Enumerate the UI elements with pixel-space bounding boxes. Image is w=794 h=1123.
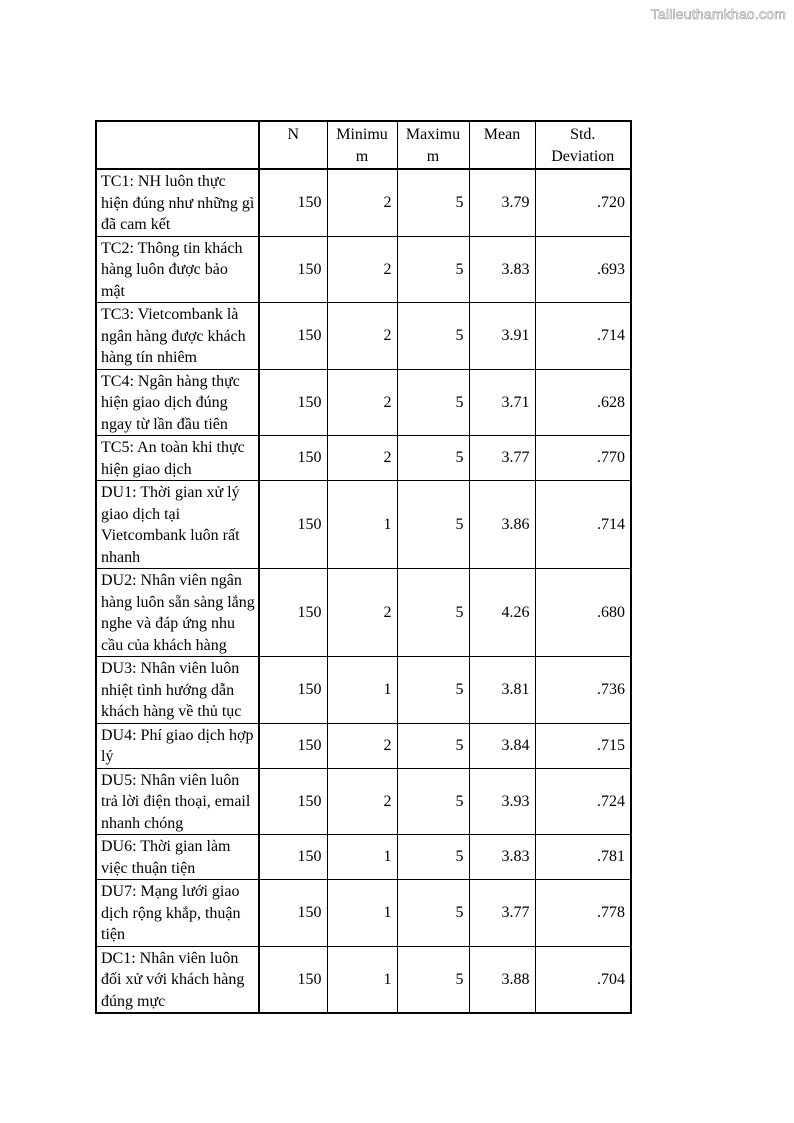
cell-maximum: 5: [397, 946, 469, 1013]
table-row: [96, 369, 631, 436]
cell-mean: 3.81: [469, 657, 535, 724]
cell-std-deviation: .720: [535, 169, 631, 236]
cell-mean: 3.71: [469, 369, 535, 436]
header-std-deviation: Std. Deviation: [535, 121, 631, 169]
cell-n: 150: [259, 169, 327, 236]
table-row: [96, 880, 631, 947]
row-label: TC1: NH luôn thực hiện đúng như những gì đã cam kết: [96, 169, 259, 236]
cell-n: 150: [259, 657, 327, 724]
table-row: [96, 657, 631, 724]
table-row: [96, 236, 631, 303]
row-label: DU1: Thời gian xử lý giao dịch tại Vietcombank luôn rất nhanh: [96, 481, 259, 569]
cell-maximum: 5: [397, 723, 469, 768]
cell-std-deviation: .778: [535, 880, 631, 947]
cell-mean: 3.77: [469, 436, 535, 481]
table-row: [96, 169, 631, 236]
header-maximum: Maximu m: [397, 121, 469, 169]
cell-std-deviation: .714: [535, 481, 631, 569]
cell-minimum: 2: [327, 369, 397, 436]
cell-n: 150: [259, 236, 327, 303]
cell-minimum: 1: [327, 481, 397, 569]
cell-mean: 3.91: [469, 303, 535, 370]
cell-minimum: 1: [327, 657, 397, 724]
cell-minimum: 1: [327, 880, 397, 947]
cell-mean: 3.79: [469, 169, 535, 236]
cell-mean: 3.93: [469, 768, 535, 835]
descriptive-statistics-table: [95, 120, 632, 1014]
row-label: DU3: Nhân viên luôn nhiệt tình hướng dẫn khách hàng về thủ tục: [96, 657, 259, 724]
cell-maximum: 5: [397, 657, 469, 724]
cell-n: 150: [259, 369, 327, 436]
header-minimum: Minimu m: [327, 121, 397, 169]
cell-std-deviation: .680: [535, 569, 631, 657]
cell-minimum: 1: [327, 835, 397, 880]
header-mean: Mean: [469, 121, 535, 169]
cell-maximum: 5: [397, 303, 469, 370]
table-body: [96, 169, 631, 1013]
row-label: TC5: An toàn khi thực hiện giao dịch: [96, 436, 259, 481]
table-row: [96, 569, 631, 657]
cell-maximum: 5: [397, 169, 469, 236]
cell-mean: 3.86: [469, 481, 535, 569]
cell-mean: 4.26: [469, 569, 535, 657]
cell-maximum: 5: [397, 880, 469, 947]
cell-std-deviation: .736: [535, 657, 631, 724]
cell-std-deviation: .770: [535, 436, 631, 481]
cell-std-deviation: .715: [535, 723, 631, 768]
table-row: [96, 835, 631, 880]
watermark-text: Tailieuthamkhao.com: [650, 6, 786, 22]
cell-n: 150: [259, 768, 327, 835]
cell-maximum: 5: [397, 236, 469, 303]
row-label: DU2: Nhân viên ngân hàng luôn sẵn sàng lắng nghe và đáp ứng nhu cầu của khách hàng: [96, 569, 259, 657]
cell-n: 150: [259, 880, 327, 947]
row-label: TC3: Vietcombank là ngân hàng được khách hàng tín nhiêm: [96, 303, 259, 370]
cell-n: 150: [259, 569, 327, 657]
cell-minimum: 1: [327, 946, 397, 1013]
cell-std-deviation: .693: [535, 236, 631, 303]
cell-n: 150: [259, 303, 327, 370]
cell-n: 150: [259, 436, 327, 481]
cell-minimum: 2: [327, 236, 397, 303]
cell-minimum: 2: [327, 569, 397, 657]
cell-maximum: 5: [397, 436, 469, 481]
row-label: DU6: Thời gian làm việc thuận tiện: [96, 835, 259, 880]
row-label: DU5: Nhân viên luôn trả lời điện thoại, email nhanh chóng: [96, 768, 259, 835]
cell-minimum: 2: [327, 303, 397, 370]
cell-n: 150: [259, 946, 327, 1013]
cell-std-deviation: .714: [535, 303, 631, 370]
row-label: DC1: Nhân viên luôn đối xử với khách hàng đúng mực: [96, 946, 259, 1013]
header-corner-cell: [96, 121, 259, 169]
table-row: [96, 946, 631, 1013]
cell-std-deviation: .724: [535, 768, 631, 835]
table-row: [96, 768, 631, 835]
table-row: [96, 481, 631, 569]
cell-minimum: 2: [327, 169, 397, 236]
cell-maximum: 5: [397, 768, 469, 835]
row-label: TC2: Thông tin khách hàng luôn được bảo mật: [96, 236, 259, 303]
cell-std-deviation: .704: [535, 946, 631, 1013]
row-label: DU7: Mạng lưới giao dịch rộng khắp, thuận tiện: [96, 880, 259, 947]
table-row: [96, 303, 631, 370]
cell-n: 150: [259, 481, 327, 569]
cell-minimum: 2: [327, 436, 397, 481]
cell-mean: 3.88: [469, 946, 535, 1013]
table-row: [96, 723, 631, 768]
cell-mean: 3.84: [469, 723, 535, 768]
cell-maximum: 5: [397, 569, 469, 657]
cell-minimum: 2: [327, 768, 397, 835]
cell-mean: 3.83: [469, 236, 535, 303]
header-n: N: [259, 121, 327, 169]
row-label: DU4: Phí giao dịch hợp lý: [96, 723, 259, 768]
table-row: [96, 436, 631, 481]
cell-std-deviation: .781: [535, 835, 631, 880]
header-row: [96, 121, 631, 169]
row-label: TC4: Ngân hàng thực hiện giao dịch đúng ngay từ lần đầu tiên: [96, 369, 259, 436]
cell-n: 150: [259, 835, 327, 880]
cell-minimum: 2: [327, 723, 397, 768]
cell-std-deviation: .628: [535, 369, 631, 436]
cell-mean: 3.83: [469, 835, 535, 880]
cell-mean: 3.77: [469, 880, 535, 947]
cell-maximum: 5: [397, 369, 469, 436]
cell-n: 150: [259, 723, 327, 768]
cell-maximum: 5: [397, 835, 469, 880]
cell-maximum: 5: [397, 481, 469, 569]
